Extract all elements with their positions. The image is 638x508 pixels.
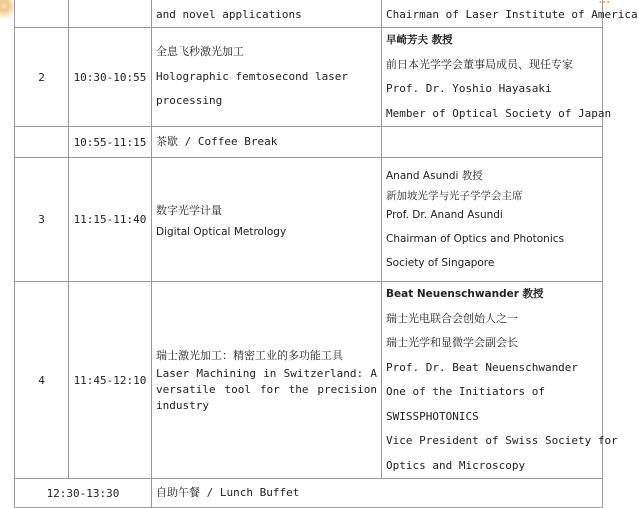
lunch-label: 自助午餐 / Lunch Buffet — [156, 485, 300, 499]
speaker-line: Prof. Dr. Beat Neuenschwander — [386, 360, 579, 374]
speaker-cell — [382, 0, 638, 28]
speaker-name: Beat Neuenschwander 教授 — [386, 288, 544, 300]
table-row — [15, 282, 603, 479]
table-row — [15, 158, 603, 282]
number-cell: 2 — [15, 28, 69, 127]
speaker-line: Chairman of Optics and Photonics Society of Singapore — [386, 233, 564, 269]
topic-en: and novel applications — [156, 7, 302, 21]
speaker-line: Optics and Microscopy — [386, 458, 526, 472]
number-cell — [15, 127, 69, 158]
topic-en: Holographic femtosecond laser — [156, 69, 349, 83]
speaker-cell — [382, 158, 603, 282]
speaker-name: 早崎芳夫 教授 — [386, 34, 453, 46]
table-row — [15, 0, 603, 28]
agenda-table — [14, 0, 638, 508]
speaker-line: Member of Optical Society of Japan — [386, 106, 612, 120]
speaker-line: One of the Initiators of — [386, 385, 545, 398]
topic-en: versatile tool for the precision — [156, 383, 377, 396]
time-cell — [69, 0, 152, 28]
speaker-cell — [382, 28, 612, 127]
number-cell: 3 — [15, 158, 69, 282]
header-decoration-right: ... — [598, 0, 610, 6]
speaker-cell — [382, 127, 603, 158]
topic-cell — [152, 28, 382, 127]
time-cell: 11:15-11:40 — [69, 158, 152, 282]
table-row — [15, 28, 603, 127]
table-row — [15, 127, 603, 158]
topic-cn: 全息飞秒激光加工 — [156, 45, 244, 59]
time-cell: 11:45-12:10 — [69, 282, 152, 479]
speaker-cell — [382, 282, 618, 479]
speaker-line: 前日本光学学会董事局成员、现任专家 — [386, 57, 573, 71]
topic-cell — [152, 282, 382, 479]
speaker-name: Anand Asundi 教授 — [386, 170, 483, 182]
topic-cell — [152, 0, 382, 28]
speaker-line: Prof. Dr. Anand Asundi — [386, 208, 503, 221]
topic-en: industry — [156, 399, 209, 412]
speaker-line: Vice President of Swiss Society for — [386, 434, 618, 447]
speaker-line: 瑞士光学和显微学会副会长 — [386, 336, 518, 349]
speaker-line: Prof. Dr. Yoshio Hayasaki — [386, 82, 552, 95]
topic-cn: 瑞士激光加工：精密工业的多功能工具 — [156, 349, 343, 362]
speaker-line: Chairman of Laser Institute of America — [386, 7, 638, 21]
table-row — [15, 479, 603, 508]
speaker-line: 新加坡光学与光子学学会主席 — [386, 189, 523, 202]
topic-en: Digital Optical Metrology — [156, 225, 287, 238]
time-cell: 12:30-13:30 — [15, 479, 152, 508]
speaker-line: SWISSPHOTONICS — [386, 409, 479, 423]
time-cell: 10:55-11:15 — [69, 127, 152, 158]
break-label: 茶歇 / Coffee Break — [156, 134, 278, 148]
topic-en: Laser Machining in Switzerland: A — [156, 367, 377, 380]
topic-cell — [152, 158, 382, 282]
time-cell: 10:30-10:55 — [69, 28, 152, 127]
topic-cell — [152, 479, 603, 508]
number-cell: 4 — [15, 282, 69, 479]
number-cell — [15, 0, 69, 28]
topic-cell — [152, 127, 382, 158]
topic-en: processing — [156, 94, 223, 108]
topic-cn: 数字光学计量 — [156, 204, 222, 218]
speaker-line: 瑞士光电联合会创始人之一 — [386, 311, 518, 325]
header-decoration-left — [0, 0, 14, 24]
